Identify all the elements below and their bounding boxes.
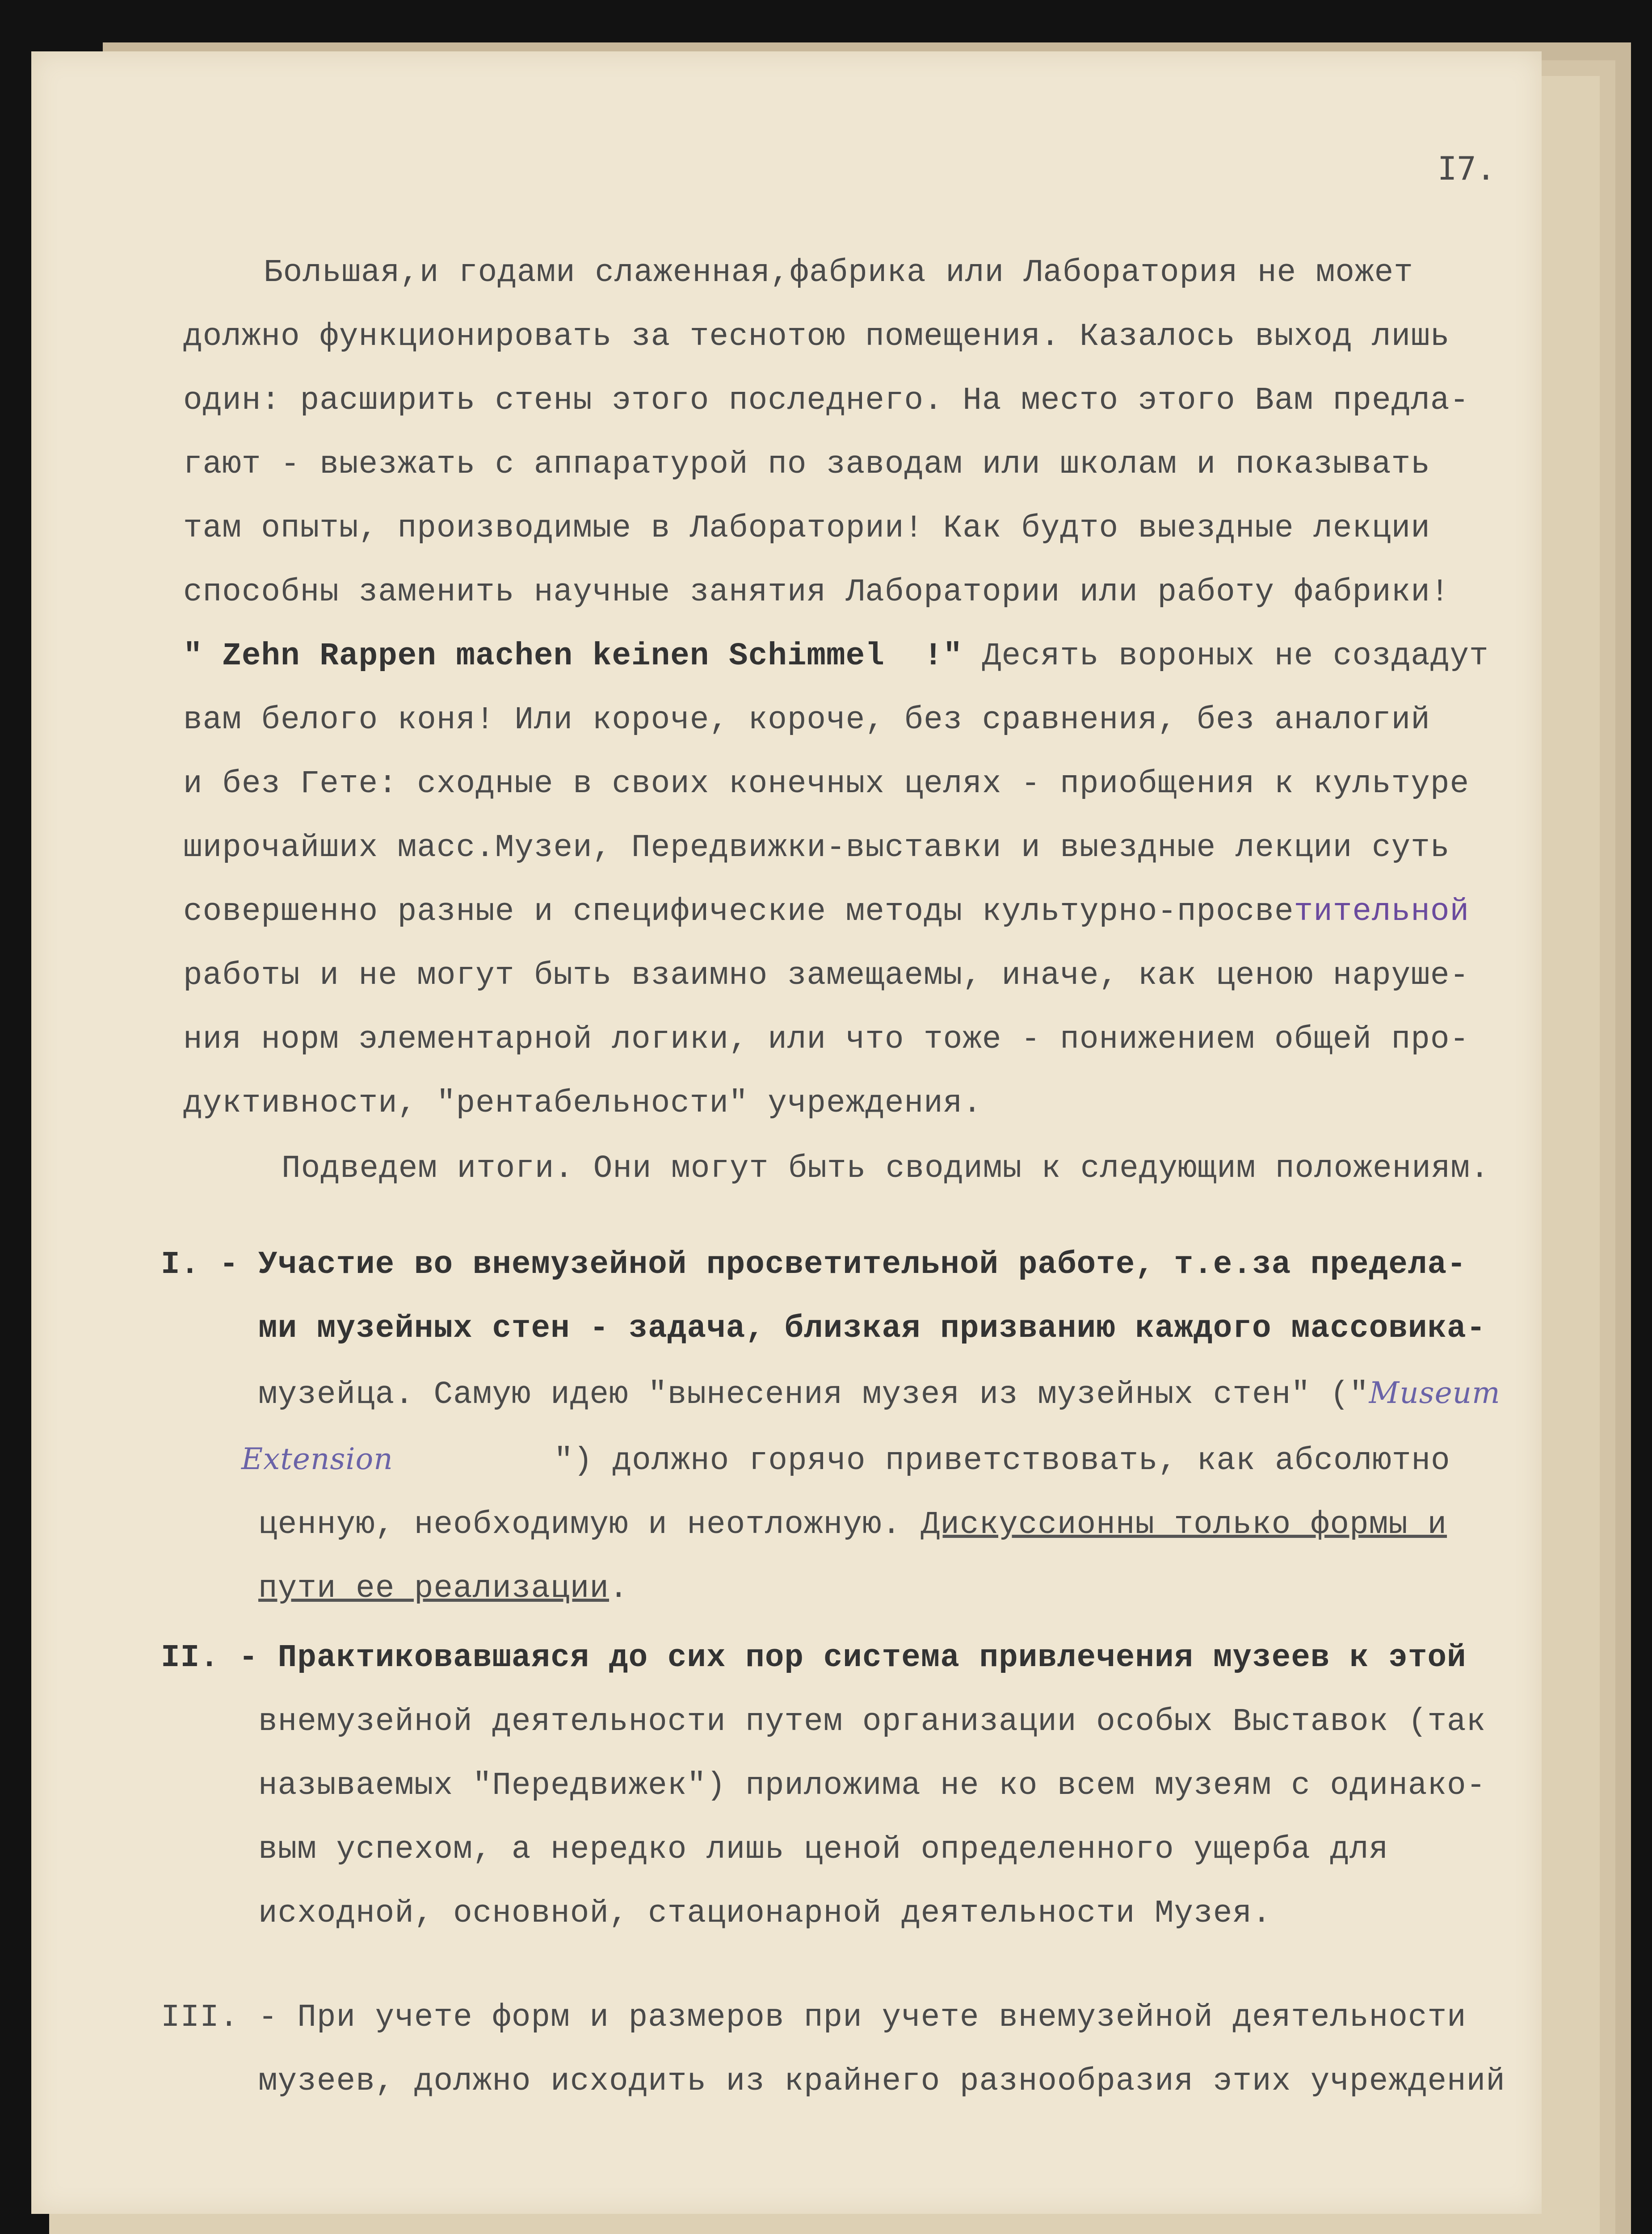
numbered-item-1 <box>161 1233 1560 1621</box>
text-line: Подведем итоги. Они могут быть сводимы к следующим положениям. <box>282 1151 1490 1187</box>
text-segment: ") должно горячо приветствовать, как абсолютно <box>554 1443 1450 1479</box>
text-line: дуктивности, "рентабельности" учреждения. <box>183 1086 982 1121</box>
text-line <box>161 1361 1560 1427</box>
underlined-text: Дискуссионны только формы и <box>921 1507 1447 1543</box>
ink-correction: тительной <box>1294 894 1470 930</box>
text-line: II. - Практиковавшаяся до сих пор система привлечения музеев к этой <box>161 1640 1467 1676</box>
text-segment: совершенно разные и специфические методы культурно-просве <box>183 894 1294 930</box>
handwritten-insertion: Museum <box>1369 1376 1501 1410</box>
numbered-item-2 <box>161 1626 1560 1946</box>
handwritten-insertion: Extension <box>241 1442 393 1476</box>
text-line: ния норм элементарной логики, или что тоже - понижением общей про- <box>183 1022 1470 1058</box>
text-line: I. - Участие во внемузейной просветительной работе, т.е.за предела- <box>161 1247 1467 1283</box>
text-line: работы и не могут быть взаимно замещаемы, иначе, как ценою наруше- <box>183 958 1470 994</box>
text-line <box>161 1427 1560 1493</box>
text-line: способны заменить научные занятия Лаборатории или работу фабрики! <box>183 575 1450 610</box>
page-number: I7. <box>1437 150 1496 187</box>
text-line: внемузейной деятельности путем организации особых Выставок (так <box>161 1704 1486 1740</box>
text-segment: ценную, необходимую и неотложную. <box>161 1507 921 1543</box>
text-line: III. - При учете форм и размеров при учете внемузейной деятельности <box>161 2000 1467 2036</box>
text-line: и без Гете: сходные в своих конечных целях - приобщения к культуре <box>183 766 1470 802</box>
text-segment: . <box>609 1571 629 1607</box>
text-line: ми музейных стен - задача, близкая призванию каждого массовика- <box>161 1311 1486 1347</box>
text-line <box>161 1557 1560 1621</box>
text-line: исходной, основной, стационарной деятельности Музея. <box>161 1896 1272 1932</box>
german-quote: " Zehn Rappen machen keinen Schimmel !" <box>183 638 963 674</box>
text-line: вым успехом, а нередко лишь ценой определенного ущерба для <box>161 1832 1389 1868</box>
text-line: гают - выезжать с аппаратурой по заводам или школам и показывать <box>183 447 1430 483</box>
text-line <box>161 1493 1560 1557</box>
text-line: Большая,и годами слаженная,фабрика или Лаборатория не может <box>264 255 1413 291</box>
text-line <box>183 880 1560 944</box>
paragraph-summary <box>183 1137 1560 1201</box>
text-line: там опыты, производимые в Лаборатории! Как будто выездные лекции <box>183 511 1430 546</box>
text-line <box>183 625 1560 689</box>
numbered-item-3 <box>161 1986 1560 2114</box>
text-line: музеев, должно исходить из крайнего разнообразия этих учреждений <box>161 2064 1505 2100</box>
paragraph-intro <box>183 241 1560 1136</box>
text-segment: музейца. Самую идею "вынесения музея из музейных стен" (" <box>161 1377 1369 1413</box>
text-segment: Десять вороных не создадут <box>963 638 1489 674</box>
text-line: вам белого коня! Или короче, короче, без сравнения, без аналогий <box>183 702 1430 738</box>
text-line: называемых "Передвижек") приложима не ко всем музеям с одинако- <box>161 1768 1486 1804</box>
underlined-text: пути ее реализации <box>258 1571 609 1607</box>
text-line: должно функционировать за теснотою помещения. Казалось выход лишь <box>183 319 1450 355</box>
text-line: широчайших масс.Музеи, Передвижки-выставки и выездные лекции суть <box>183 830 1450 866</box>
text-line: один: расширить стены этого последнего. На место этого Вам предла- <box>183 383 1470 419</box>
